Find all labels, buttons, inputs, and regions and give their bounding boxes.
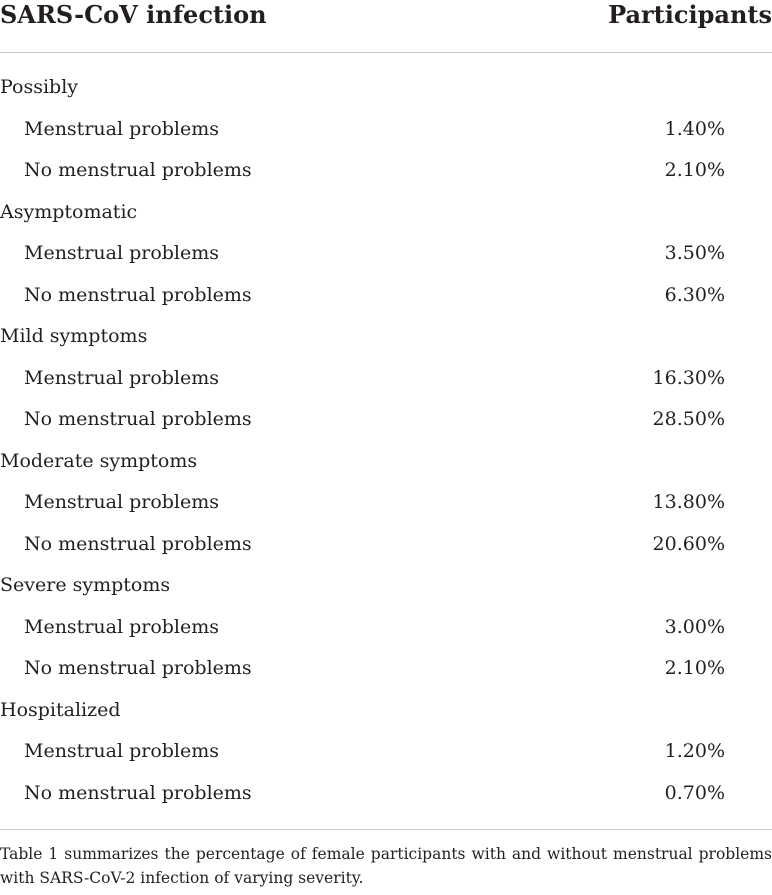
table-body bbox=[0, 67, 772, 814]
row-label: No menstrual problems bbox=[24, 159, 252, 181]
table-row bbox=[0, 607, 772, 649]
table-row bbox=[0, 524, 772, 566]
row-value: 2.10% bbox=[664, 159, 725, 181]
row-value: 2.10% bbox=[664, 657, 725, 679]
table-row bbox=[0, 233, 772, 275]
table-header bbox=[0, 0, 772, 53]
group-label: Moderate symptoms bbox=[0, 449, 198, 472]
table-caption: Table 1 summarizes the percentage of female participants with and without menstrual problems with SARS-CoV-2 infection of varying severity. bbox=[0, 845, 772, 887]
group-label: Possibly bbox=[0, 76, 79, 98]
column-header-infection: SARS-CoV infection bbox=[0, 0, 267, 29]
row-value: 1.40% bbox=[664, 117, 725, 140]
group-row-mild-symptoms bbox=[0, 316, 772, 358]
row-value: 1.20% bbox=[664, 740, 725, 762]
row-value: 20.60% bbox=[652, 532, 725, 555]
group-row-possibly bbox=[0, 67, 772, 109]
table-row bbox=[0, 648, 772, 690]
row-value: 13.80% bbox=[652, 491, 725, 513]
table-row bbox=[0, 109, 772, 151]
table-row bbox=[0, 731, 772, 773]
group-row-asymptomatic bbox=[0, 192, 772, 234]
row-label: No menstrual problems bbox=[24, 408, 252, 430]
row-value: 6.30% bbox=[664, 283, 725, 306]
row-label: Menstrual problems bbox=[24, 117, 220, 140]
row-label: No menstrual problems bbox=[24, 657, 252, 679]
group-label: Mild symptoms bbox=[0, 325, 148, 347]
row-label: Menstrual problems bbox=[24, 242, 220, 264]
row-value: 16.30% bbox=[652, 366, 725, 389]
row-value: 28.50% bbox=[652, 408, 725, 430]
row-label: Menstrual problems bbox=[24, 491, 220, 513]
row-label: No menstrual problems bbox=[24, 781, 252, 804]
table-row bbox=[0, 150, 772, 192]
column-header-participants: Participants bbox=[608, 0, 772, 29]
row-label: No menstrual problems bbox=[24, 532, 252, 555]
row-label: Menstrual problems bbox=[24, 615, 220, 638]
row-label: Menstrual problems bbox=[24, 740, 220, 762]
row-value: 3.50% bbox=[664, 242, 725, 264]
group-label: Asymptomatic bbox=[0, 200, 138, 223]
row-value: 0.70% bbox=[664, 781, 725, 804]
table-row bbox=[0, 275, 772, 317]
row-value: 3.00% bbox=[664, 615, 725, 638]
group-row-severe-symptoms bbox=[0, 565, 772, 607]
group-row-hospitalized bbox=[0, 690, 772, 732]
row-label: Menstrual problems bbox=[24, 366, 220, 389]
group-label: Severe symptoms bbox=[0, 574, 171, 596]
table-row bbox=[0, 773, 772, 815]
table-row bbox=[0, 358, 772, 400]
table-row bbox=[0, 399, 772, 441]
group-row-moderate-symptoms bbox=[0, 441, 772, 483]
table-row bbox=[0, 482, 772, 524]
group-label: Hospitalized bbox=[0, 698, 121, 721]
table-bottom-rule bbox=[0, 829, 772, 830]
row-label: No menstrual problems bbox=[24, 283, 252, 306]
